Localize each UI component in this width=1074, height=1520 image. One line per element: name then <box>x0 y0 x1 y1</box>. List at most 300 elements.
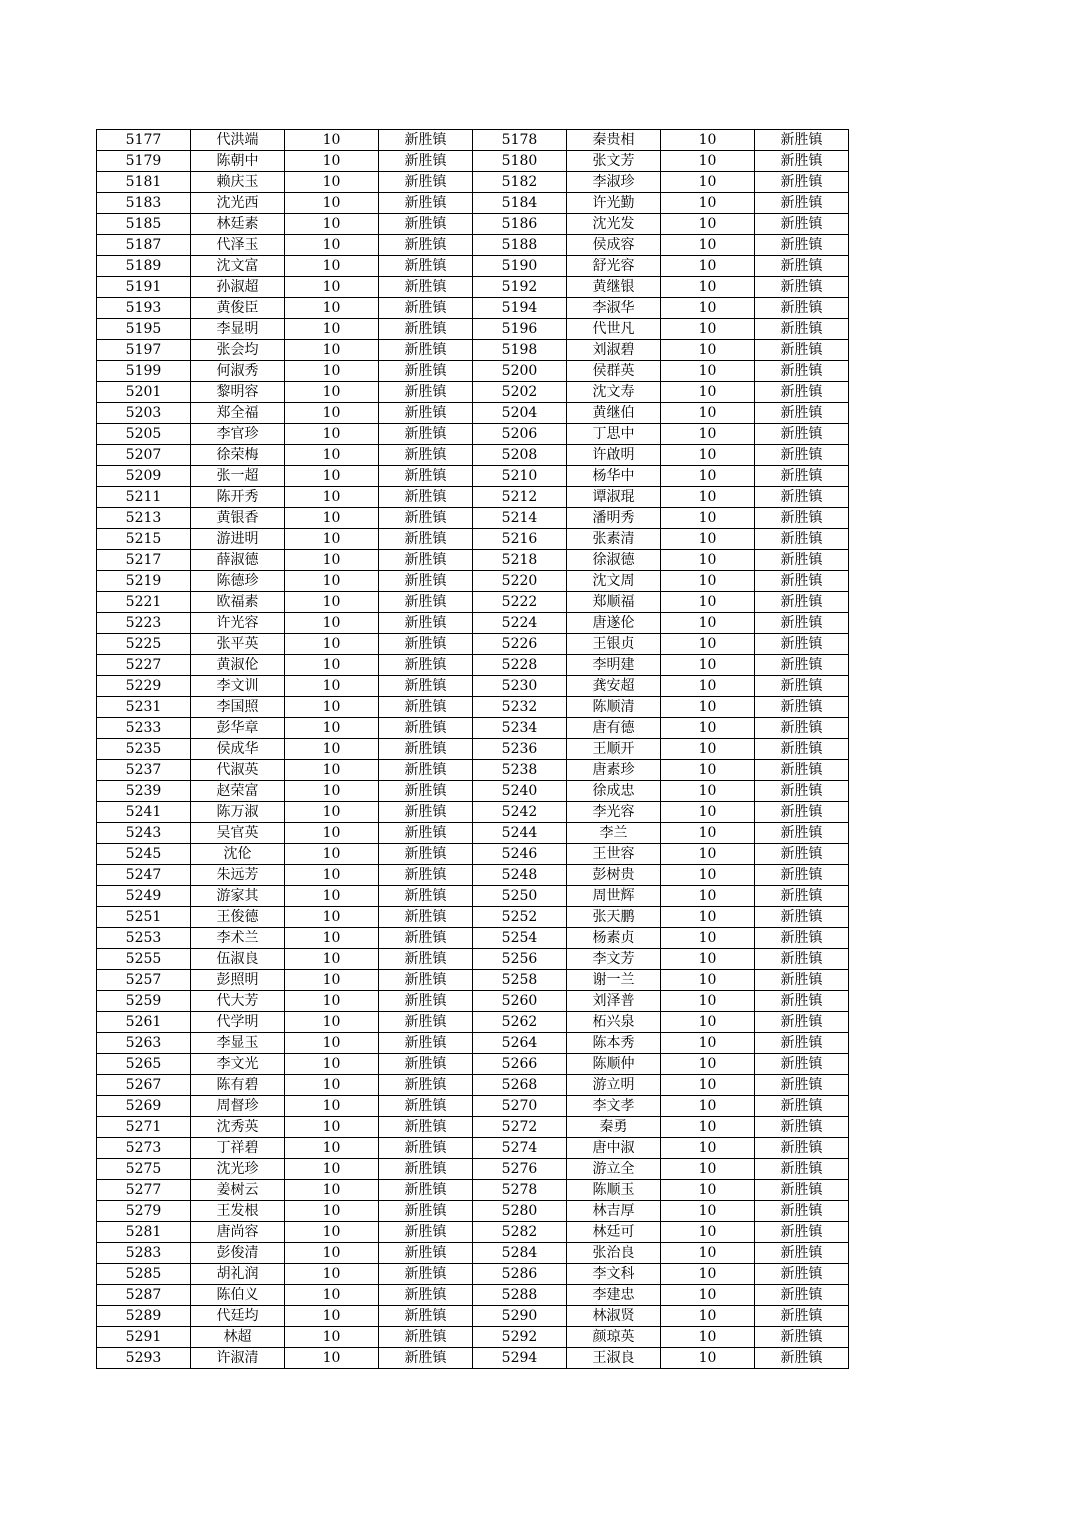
right-amount-cell: 10 <box>661 886 755 907</box>
table-row <box>97 424 849 445</box>
left-town-cell: 新胜镇 <box>379 823 473 844</box>
right-town-cell: 新胜镇 <box>755 907 849 928</box>
right-id-cell: 5286 <box>473 1264 567 1285</box>
right-id-cell: 5272 <box>473 1117 567 1138</box>
left-amount-cell: 10 <box>285 193 379 214</box>
right-amount-cell: 10 <box>661 844 755 865</box>
left-name-cell: 黄淑伦 <box>191 655 285 676</box>
right-id-cell: 5246 <box>473 844 567 865</box>
right-name-cell: 林淑贤 <box>567 1306 661 1327</box>
left-town-cell: 新胜镇 <box>379 1222 473 1243</box>
right-name-cell: 唐有德 <box>567 718 661 739</box>
right-id-cell: 5236 <box>473 739 567 760</box>
right-town-cell: 新胜镇 <box>755 172 849 193</box>
right-town-cell: 新胜镇 <box>755 403 849 424</box>
left-amount-cell: 10 <box>285 928 379 949</box>
right-name-cell: 李建忠 <box>567 1285 661 1306</box>
right-id-cell: 5270 <box>473 1096 567 1117</box>
left-name-cell: 沈光珍 <box>191 1159 285 1180</box>
left-name-cell: 吴官英 <box>191 823 285 844</box>
left-id-cell: 5185 <box>97 214 191 235</box>
left-amount-cell: 10 <box>285 886 379 907</box>
left-town-cell: 新胜镇 <box>379 1327 473 1348</box>
left-amount-cell: 10 <box>285 1159 379 1180</box>
left-amount-cell: 10 <box>285 466 379 487</box>
right-id-cell: 5212 <box>473 487 567 508</box>
right-town-cell: 新胜镇 <box>755 1180 849 1201</box>
left-id-cell: 5259 <box>97 991 191 1012</box>
right-id-cell: 5252 <box>473 907 567 928</box>
left-name-cell: 许淑清 <box>191 1348 285 1369</box>
right-name-cell: 李文孝 <box>567 1096 661 1117</box>
left-id-cell: 5291 <box>97 1327 191 1348</box>
left-name-cell: 徐荣梅 <box>191 445 285 466</box>
right-town-cell: 新胜镇 <box>755 1306 849 1327</box>
right-id-cell: 5292 <box>473 1327 567 1348</box>
right-name-cell: 李文科 <box>567 1264 661 1285</box>
right-town-cell: 新胜镇 <box>755 1348 849 1369</box>
right-town-cell: 新胜镇 <box>755 1033 849 1054</box>
right-name-cell: 丁思中 <box>567 424 661 445</box>
right-name-cell: 颜琼英 <box>567 1327 661 1348</box>
right-town-cell: 新胜镇 <box>755 298 849 319</box>
left-id-cell: 5267 <box>97 1075 191 1096</box>
right-name-cell: 舒光容 <box>567 256 661 277</box>
right-town-cell: 新胜镇 <box>755 1075 849 1096</box>
right-town-cell: 新胜镇 <box>755 445 849 466</box>
right-amount-cell: 10 <box>661 1285 755 1306</box>
right-town-cell: 新胜镇 <box>755 550 849 571</box>
right-amount-cell: 10 <box>661 1222 755 1243</box>
right-amount-cell: 10 <box>661 928 755 949</box>
right-id-cell: 5184 <box>473 193 567 214</box>
left-town-cell: 新胜镇 <box>379 802 473 823</box>
right-id-cell: 5260 <box>473 991 567 1012</box>
left-amount-cell: 10 <box>285 487 379 508</box>
left-town-cell: 新胜镇 <box>379 697 473 718</box>
right-name-cell: 龚安超 <box>567 676 661 697</box>
left-id-cell: 5181 <box>97 172 191 193</box>
left-name-cell: 代学明 <box>191 1012 285 1033</box>
right-amount-cell: 10 <box>661 655 755 676</box>
table-row <box>97 508 849 529</box>
left-name-cell: 黄俊臣 <box>191 298 285 319</box>
right-id-cell: 5210 <box>473 466 567 487</box>
right-town-cell: 新胜镇 <box>755 1327 849 1348</box>
table-row <box>97 844 849 865</box>
left-name-cell: 彭俊清 <box>191 1243 285 1264</box>
left-town-cell: 新胜镇 <box>379 172 473 193</box>
right-amount-cell: 10 <box>661 550 755 571</box>
right-name-cell: 秦贵相 <box>567 130 661 151</box>
table-row <box>97 487 849 508</box>
right-name-cell: 陈本秀 <box>567 1033 661 1054</box>
right-town-cell: 新胜镇 <box>755 1285 849 1306</box>
right-town-cell: 新胜镇 <box>755 1012 849 1033</box>
right-name-cell: 郑顺福 <box>567 592 661 613</box>
left-town-cell: 新胜镇 <box>379 382 473 403</box>
left-town-cell: 新胜镇 <box>379 739 473 760</box>
right-town-cell: 新胜镇 <box>755 676 849 697</box>
right-town-cell: 新胜镇 <box>755 823 849 844</box>
left-town-cell: 新胜镇 <box>379 928 473 949</box>
right-amount-cell: 10 <box>661 1012 755 1033</box>
right-town-cell: 新胜镇 <box>755 1117 849 1138</box>
right-town-cell: 新胜镇 <box>755 571 849 592</box>
left-name-cell: 游进明 <box>191 529 285 550</box>
right-name-cell: 张天鹏 <box>567 907 661 928</box>
right-town-cell: 新胜镇 <box>755 382 849 403</box>
left-amount-cell: 10 <box>285 1117 379 1138</box>
left-amount-cell: 10 <box>285 949 379 970</box>
table-row <box>97 1159 849 1180</box>
left-name-cell: 林超 <box>191 1327 285 1348</box>
right-name-cell: 王世容 <box>567 844 661 865</box>
table-row <box>97 718 849 739</box>
left-town-cell: 新胜镇 <box>379 634 473 655</box>
left-amount-cell: 10 <box>285 739 379 760</box>
left-amount-cell: 10 <box>285 1201 379 1222</box>
right-id-cell: 5214 <box>473 508 567 529</box>
left-id-cell: 5249 <box>97 886 191 907</box>
table-row <box>97 592 849 613</box>
left-id-cell: 5241 <box>97 802 191 823</box>
right-id-cell: 5294 <box>473 1348 567 1369</box>
left-name-cell: 陈有碧 <box>191 1075 285 1096</box>
left-amount-cell: 10 <box>285 613 379 634</box>
left-town-cell: 新胜镇 <box>379 1348 473 1369</box>
left-amount-cell: 10 <box>285 529 379 550</box>
left-name-cell: 赖庆玉 <box>191 172 285 193</box>
right-name-cell: 潘明秀 <box>567 508 661 529</box>
left-amount-cell: 10 <box>285 550 379 571</box>
left-town-cell: 新胜镇 <box>379 1012 473 1033</box>
table-row <box>97 403 849 424</box>
right-name-cell: 张素清 <box>567 529 661 550</box>
left-id-cell: 5187 <box>97 235 191 256</box>
left-name-cell: 李文光 <box>191 1054 285 1075</box>
right-id-cell: 5256 <box>473 949 567 970</box>
right-id-cell: 5278 <box>473 1180 567 1201</box>
left-id-cell: 5189 <box>97 256 191 277</box>
table-row <box>97 319 849 340</box>
left-id-cell: 5179 <box>97 151 191 172</box>
right-name-cell: 侯成容 <box>567 235 661 256</box>
right-id-cell: 5238 <box>473 760 567 781</box>
right-name-cell: 许啟明 <box>567 445 661 466</box>
right-town-cell: 新胜镇 <box>755 634 849 655</box>
left-name-cell: 沈光西 <box>191 193 285 214</box>
table-row <box>97 1117 849 1138</box>
left-town-cell: 新胜镇 <box>379 1285 473 1306</box>
left-amount-cell: 10 <box>285 1285 379 1306</box>
left-town-cell: 新胜镇 <box>379 130 473 151</box>
left-amount-cell: 10 <box>285 865 379 886</box>
right-amount-cell: 10 <box>661 781 755 802</box>
table-row <box>97 1264 849 1285</box>
table-row <box>97 865 849 886</box>
left-town-cell: 新胜镇 <box>379 655 473 676</box>
left-town-cell: 新胜镇 <box>379 991 473 1012</box>
right-town-cell: 新胜镇 <box>755 235 849 256</box>
left-amount-cell: 10 <box>285 403 379 424</box>
left-id-cell: 5251 <box>97 907 191 928</box>
left-name-cell: 丁祥碧 <box>191 1138 285 1159</box>
right-amount-cell: 10 <box>661 172 755 193</box>
left-town-cell: 新胜镇 <box>379 1264 473 1285</box>
right-amount-cell: 10 <box>661 1243 755 1264</box>
left-town-cell: 新胜镇 <box>379 1096 473 1117</box>
right-town-cell: 新胜镇 <box>755 424 849 445</box>
right-amount-cell: 10 <box>661 1201 755 1222</box>
left-amount-cell: 10 <box>285 907 379 928</box>
right-name-cell: 唐遂伦 <box>567 613 661 634</box>
right-town-cell: 新胜镇 <box>755 361 849 382</box>
right-id-cell: 5226 <box>473 634 567 655</box>
right-town-cell: 新胜镇 <box>755 718 849 739</box>
left-name-cell: 沈文富 <box>191 256 285 277</box>
right-town-cell: 新胜镇 <box>755 1159 849 1180</box>
left-id-cell: 5215 <box>97 529 191 550</box>
right-amount-cell: 10 <box>661 361 755 382</box>
left-town-cell: 新胜镇 <box>379 1159 473 1180</box>
left-amount-cell: 10 <box>285 445 379 466</box>
left-name-cell: 沈伦 <box>191 844 285 865</box>
table-row <box>97 634 849 655</box>
right-amount-cell: 10 <box>661 760 755 781</box>
left-amount-cell: 10 <box>285 1138 379 1159</box>
right-id-cell: 5200 <box>473 361 567 382</box>
left-name-cell: 薛淑德 <box>191 550 285 571</box>
right-town-cell: 新胜镇 <box>755 739 849 760</box>
right-name-cell: 沈光发 <box>567 214 661 235</box>
right-id-cell: 5206 <box>473 424 567 445</box>
right-amount-cell: 10 <box>661 1096 755 1117</box>
right-name-cell: 陈顺仲 <box>567 1054 661 1075</box>
left-amount-cell: 10 <box>285 1012 379 1033</box>
table-row <box>97 802 849 823</box>
right-id-cell: 5224 <box>473 613 567 634</box>
left-town-cell: 新胜镇 <box>379 613 473 634</box>
right-amount-cell: 10 <box>661 739 755 760</box>
table-row <box>97 151 849 172</box>
right-id-cell: 5274 <box>473 1138 567 1159</box>
right-name-cell: 黄继银 <box>567 277 661 298</box>
left-town-cell: 新胜镇 <box>379 340 473 361</box>
left-town-cell: 新胜镇 <box>379 1033 473 1054</box>
left-id-cell: 5261 <box>97 1012 191 1033</box>
left-id-cell: 5183 <box>97 193 191 214</box>
left-amount-cell: 10 <box>285 424 379 445</box>
right-id-cell: 5254 <box>473 928 567 949</box>
right-town-cell: 新胜镇 <box>755 487 849 508</box>
right-id-cell: 5250 <box>473 886 567 907</box>
right-amount-cell: 10 <box>661 1075 755 1096</box>
left-name-cell: 黄银香 <box>191 508 285 529</box>
table-row <box>97 1033 849 1054</box>
right-id-cell: 5284 <box>473 1243 567 1264</box>
right-town-cell: 新胜镇 <box>755 655 849 676</box>
left-id-cell: 5227 <box>97 655 191 676</box>
right-town-cell: 新胜镇 <box>755 130 849 151</box>
table-row <box>97 382 849 403</box>
right-name-cell: 王顺开 <box>567 739 661 760</box>
left-amount-cell: 10 <box>285 1033 379 1054</box>
left-name-cell: 代大芳 <box>191 991 285 1012</box>
left-town-cell: 新胜镇 <box>379 529 473 550</box>
left-town-cell: 新胜镇 <box>379 865 473 886</box>
right-amount-cell: 10 <box>661 676 755 697</box>
left-name-cell: 代廷均 <box>191 1306 285 1327</box>
right-amount-cell: 10 <box>661 718 755 739</box>
right-town-cell: 新胜镇 <box>755 613 849 634</box>
table-row <box>97 823 849 844</box>
right-id-cell: 5262 <box>473 1012 567 1033</box>
right-id-cell: 5190 <box>473 256 567 277</box>
right-name-cell: 李光容 <box>567 802 661 823</box>
right-town-cell: 新胜镇 <box>755 802 849 823</box>
right-name-cell: 陈顺清 <box>567 697 661 718</box>
right-amount-cell: 10 <box>661 970 755 991</box>
table-row <box>97 676 849 697</box>
right-amount-cell: 10 <box>661 613 755 634</box>
right-town-cell: 新胜镇 <box>755 970 849 991</box>
right-amount-cell: 10 <box>661 823 755 844</box>
right-amount-cell: 10 <box>661 466 755 487</box>
right-id-cell: 5194 <box>473 298 567 319</box>
left-name-cell: 代泽玉 <box>191 235 285 256</box>
table-row <box>97 886 849 907</box>
left-name-cell: 张会均 <box>191 340 285 361</box>
right-id-cell: 5268 <box>473 1075 567 1096</box>
left-name-cell: 陈开秀 <box>191 487 285 508</box>
right-id-cell: 5282 <box>473 1222 567 1243</box>
left-name-cell: 陈伯义 <box>191 1285 285 1306</box>
roster-table <box>96 129 849 1369</box>
right-amount-cell: 10 <box>661 1306 755 1327</box>
table-row <box>97 1222 849 1243</box>
left-name-cell: 侯成华 <box>191 739 285 760</box>
left-name-cell: 唐尚容 <box>191 1222 285 1243</box>
left-name-cell: 张一超 <box>191 466 285 487</box>
left-town-cell: 新胜镇 <box>379 781 473 802</box>
left-amount-cell: 10 <box>285 1264 379 1285</box>
table-row <box>97 949 849 970</box>
left-name-cell: 郑全福 <box>191 403 285 424</box>
right-id-cell: 5228 <box>473 655 567 676</box>
left-amount-cell: 10 <box>285 172 379 193</box>
table-row <box>97 697 849 718</box>
right-name-cell: 刘淑碧 <box>567 340 661 361</box>
left-id-cell: 5177 <box>97 130 191 151</box>
left-town-cell: 新胜镇 <box>379 970 473 991</box>
right-amount-cell: 10 <box>661 319 755 340</box>
right-id-cell: 5198 <box>473 340 567 361</box>
left-amount-cell: 10 <box>285 781 379 802</box>
left-amount-cell: 10 <box>285 382 379 403</box>
right-id-cell: 5290 <box>473 1306 567 1327</box>
left-town-cell: 新胜镇 <box>379 718 473 739</box>
table-row <box>97 256 849 277</box>
right-name-cell: 王银贞 <box>567 634 661 655</box>
left-id-cell: 5273 <box>97 1138 191 1159</box>
right-town-cell: 新胜镇 <box>755 151 849 172</box>
left-name-cell: 彭照明 <box>191 970 285 991</box>
left-name-cell: 朱远芳 <box>191 865 285 886</box>
left-name-cell: 李国照 <box>191 697 285 718</box>
table-row <box>97 739 849 760</box>
right-amount-cell: 10 <box>661 382 755 403</box>
left-id-cell: 5209 <box>97 466 191 487</box>
left-id-cell: 5233 <box>97 718 191 739</box>
right-amount-cell: 10 <box>661 865 755 886</box>
left-id-cell: 5235 <box>97 739 191 760</box>
left-town-cell: 新胜镇 <box>379 298 473 319</box>
left-town-cell: 新胜镇 <box>379 886 473 907</box>
right-amount-cell: 10 <box>661 193 755 214</box>
left-id-cell: 5269 <box>97 1096 191 1117</box>
left-amount-cell: 10 <box>285 1075 379 1096</box>
right-town-cell: 新胜镇 <box>755 466 849 487</box>
right-name-cell: 李文芳 <box>567 949 661 970</box>
right-id-cell: 5180 <box>473 151 567 172</box>
right-town-cell: 新胜镇 <box>755 1054 849 1075</box>
left-town-cell: 新胜镇 <box>379 256 473 277</box>
right-amount-cell: 10 <box>661 487 755 508</box>
right-town-cell: 新胜镇 <box>755 340 849 361</box>
right-amount-cell: 10 <box>661 151 755 172</box>
table-row <box>97 214 849 235</box>
left-id-cell: 5279 <box>97 1201 191 1222</box>
left-id-cell: 5285 <box>97 1264 191 1285</box>
left-id-cell: 5225 <box>97 634 191 655</box>
right-id-cell: 5182 <box>473 172 567 193</box>
left-name-cell: 伍淑良 <box>191 949 285 970</box>
right-id-cell: 5258 <box>473 970 567 991</box>
table-row <box>97 298 849 319</box>
right-town-cell: 新胜镇 <box>755 949 849 970</box>
right-name-cell: 杨素贞 <box>567 928 661 949</box>
right-amount-cell: 10 <box>661 403 755 424</box>
right-id-cell: 5186 <box>473 214 567 235</box>
left-name-cell: 李文训 <box>191 676 285 697</box>
right-amount-cell: 10 <box>661 445 755 466</box>
table-row <box>97 1348 849 1369</box>
right-name-cell: 彭树贵 <box>567 865 661 886</box>
table-row <box>97 130 849 151</box>
table-row <box>97 1285 849 1306</box>
left-id-cell: 5247 <box>97 865 191 886</box>
right-id-cell: 5196 <box>473 319 567 340</box>
right-name-cell: 谢一兰 <box>567 970 661 991</box>
right-id-cell: 5280 <box>473 1201 567 1222</box>
right-amount-cell: 10 <box>661 130 755 151</box>
left-name-cell: 何淑秀 <box>191 361 285 382</box>
right-name-cell: 秦勇 <box>567 1117 661 1138</box>
left-name-cell: 王俊德 <box>191 907 285 928</box>
left-id-cell: 5245 <box>97 844 191 865</box>
right-name-cell: 黄继伯 <box>567 403 661 424</box>
right-id-cell: 5264 <box>473 1033 567 1054</box>
right-id-cell: 5218 <box>473 550 567 571</box>
right-name-cell: 陈顺玉 <box>567 1180 661 1201</box>
left-name-cell: 沈秀英 <box>191 1117 285 1138</box>
left-id-cell: 5271 <box>97 1117 191 1138</box>
left-town-cell: 新胜镇 <box>379 1138 473 1159</box>
right-amount-cell: 10 <box>661 802 755 823</box>
table-row <box>97 907 849 928</box>
right-town-cell: 新胜镇 <box>755 214 849 235</box>
